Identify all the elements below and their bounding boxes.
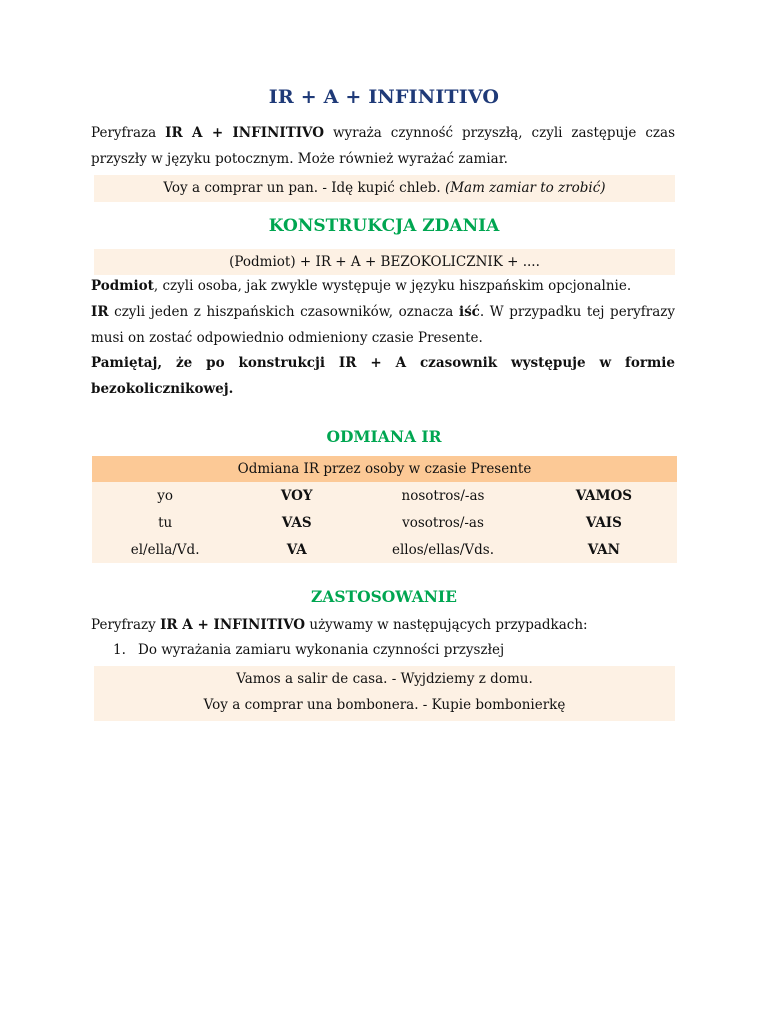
table-header-row — [92, 456, 677, 482]
person-cell: nosotros/-as — [355, 482, 531, 509]
usage-intro — [91, 612, 675, 638]
heading-usage: ZASTOSOWANIE — [311, 587, 457, 606]
form-cell: VAN — [531, 536, 677, 563]
ir-paragraph — [91, 299, 675, 351]
usage-example: Voy a comprar una bombonera. - Kupie bombonierkę — [203, 697, 566, 713]
form-cell: VOY — [238, 482, 355, 509]
form-cell: VAMOS — [531, 482, 677, 509]
ir-bold: IR — [91, 304, 109, 320]
list-item: Do wyrażania zamiaru wykonania czynności przyszłej — [138, 642, 505, 658]
conjugation-table — [92, 456, 677, 563]
list-number: 1. — [113, 642, 126, 658]
person-cell: vosotros/-as — [355, 509, 531, 536]
example-box-2 — [94, 666, 675, 721]
usage-list — [113, 637, 504, 663]
ir-text-1: czyli jeden z hiszpańskich czasowników, oznacza — [108, 304, 459, 320]
intro-paragraph — [91, 120, 675, 172]
usage-bold: IR A + INFINITIVO — [160, 617, 306, 633]
intro-text-2: wyraża czynność przyszłą, czyli zastępuje czas przyszły w języku potocznym. Może również wyrażać zamiar. — [91, 125, 675, 167]
person-cell: el/ella/Vd. — [92, 536, 238, 563]
subject-text: , czyli osoba, jak zwykle występuje w języku hiszpańskim opcjonalnie. — [153, 278, 632, 294]
table-row — [92, 509, 677, 536]
formula-box: (Podmiot) + IR + A + BEZOKOLICZNIK + .... — [94, 249, 675, 275]
usage-example: Vamos a salir de casa. - Wyjdziemy z domu. — [236, 671, 533, 687]
intro-text-1: Peryfraza — [91, 125, 166, 141]
ir-text-2: . W przypadku tej peryfrazy musi on zostać odpowiednio odmieniony czasie Presente. — [91, 304, 675, 346]
table-caption: Odmiana IR przez osoby w czasie Presente — [92, 456, 677, 482]
usage-text-2: używamy w następujących przypadkach: — [305, 617, 588, 633]
heading-construction: KONSTRUKCJA ZDANIA — [268, 216, 500, 236]
subject-bold: Podmiot — [91, 278, 154, 294]
person-cell: yo — [92, 482, 238, 509]
person-cell: ellos/ellas/Vds. — [355, 536, 531, 563]
usage-text-1: Peryfrazy — [91, 617, 161, 633]
person-cell: tu — [92, 509, 238, 536]
table-row — [92, 536, 677, 563]
ir-bold-2: iść — [458, 304, 480, 320]
form-cell: VAIS — [531, 509, 677, 536]
subject-paragraph — [91, 273, 675, 299]
example-1-text: Voy a comprar un pan. - Idę kupić chleb. — [163, 180, 445, 196]
example-box-1 — [94, 175, 675, 202]
reminder-paragraph — [91, 350, 675, 402]
form-cell: VAS — [238, 509, 355, 536]
table-row — [92, 482, 677, 509]
page-title: IR + A + INFINITIVO — [268, 86, 500, 108]
intro-bold: IR A + INFINITIVO — [165, 125, 325, 141]
example-1-note: (Mam zamiar to zrobić) — [444, 180, 606, 196]
reminder-bold: Pamiętaj, że po konstrukcji IR + A czasownik występuje w formie bezokolicznikowej. — [91, 355, 675, 397]
form-cell: VA — [238, 536, 355, 563]
heading-conjugation: ODMIANA IR — [326, 427, 442, 446]
